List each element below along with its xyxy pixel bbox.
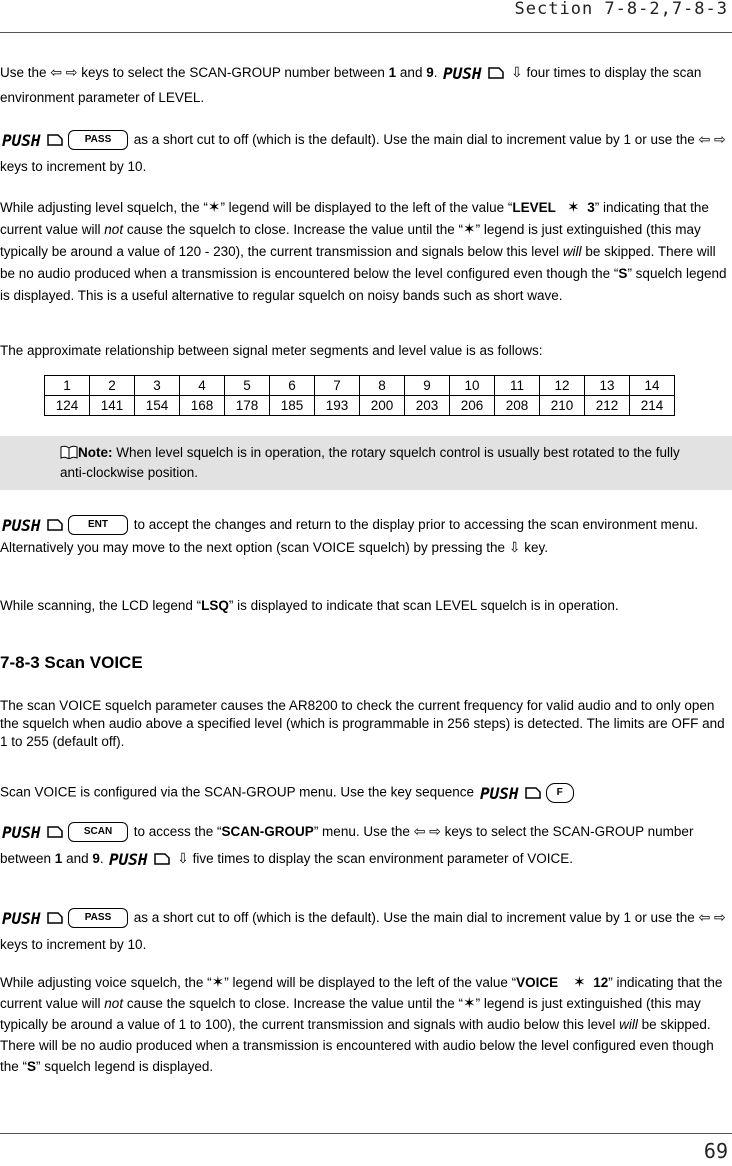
note-text: Note: When level squelch is in operation, the rotary squelch control is usually best rotated to the fully anti-clockwise position. (60, 445, 680, 480)
pass-key: PASS (68, 130, 128, 150)
push-hand-icon (0, 129, 64, 151)
note-box (0, 436, 732, 490)
segment-row (45, 376, 675, 396)
svg-text:PUSH: PUSH (2, 909, 41, 929)
value-cell: 214 (630, 396, 675, 416)
push-hand-icon (107, 848, 171, 870)
svg-text:PUSH: PUSH (109, 850, 148, 870)
value-cell: 208 (495, 396, 540, 416)
value-cell: 206 (450, 396, 495, 416)
svg-text:PUSH: PUSH (2, 131, 41, 151)
push-hand-icon (0, 514, 64, 536)
section-header: Section 7-8-2,7-8-3 (514, 0, 728, 19)
down-arrow-icon: ⇩ (511, 64, 523, 80)
down-arrow-icon: ⇩ (508, 539, 521, 556)
page-number: 69 (703, 1139, 728, 1163)
right-arrow-icon: ⇨ (714, 131, 726, 147)
value-row (45, 396, 675, 416)
star-icon: ✶ (463, 221, 476, 238)
star-icon: ✶ (573, 974, 586, 991)
segment-cell: 3 (135, 376, 180, 396)
ent-key: ENT (68, 515, 128, 535)
star-icon: ✶ (211, 974, 225, 991)
value-cell: 193 (315, 396, 360, 416)
segment-cell: 12 (540, 376, 585, 396)
f-key: F (546, 783, 574, 803)
value-cell: 124 (45, 396, 90, 416)
value-cell: 178 (225, 396, 270, 416)
paragraph-ent-accept: PUSH ENT to accept the changes and return to the display prior to accessing the scan environment menu. Alternatively you may move to the next option (scan VOICE squelch) by pressing the ⇩ key. (0, 516, 699, 556)
segment-cell: 5 (225, 376, 270, 396)
paragraph-pass-shortcut: PUSH PASS as a short cut to off (which is the default). Use the main dial to increment value by 1 or use the ⇦ ⇨ keys to increment by 10. (0, 131, 726, 174)
right-arrow-icon: ⇨ (714, 909, 726, 925)
paragraph-level-squelch: While adjusting level squelch, the “✶” legend will be displayed to the left of the value “LEVEL ✶ 3” indicating that the current value will not cause the squelch to close. Increase the value until the “✶” legend is just extinguished (this may typically be around a value of 120 - 230), the current transmission and signals below this level will be skipped. There will be no audio produced when a transmission is encountered below the level configured even though the “S” squelch legend is displayed. This is a useful alternative to regular squelch on noisy bands such as short wave. (0, 199, 727, 303)
left-arrow-icon: ⇦ (698, 131, 711, 147)
paragraph-voice-intro: The scan VOICE squelch parameter causes the AR8200 to check the current frequency for valid audio and to only open the squelch when audio above a specified level (which is programmable in 256 steps) is detected. The limits are OFF and 1 to 255 (default off). (0, 698, 725, 749)
value-cell: 210 (540, 396, 585, 416)
right-arrow-icon: ⇨ (429, 823, 441, 839)
paragraph-lsq: While scanning, the LCD legend “LSQ” is displayed to indicate that scan LEVEL squelch is in operation. (0, 598, 619, 613)
push-hand-icon (0, 821, 64, 843)
value-cell: 154 (135, 396, 180, 416)
segment-cell: 7 (315, 376, 360, 396)
down-arrow-icon: ⇩ (177, 850, 189, 866)
footer-rule (0, 1133, 732, 1134)
svg-text:PUSH: PUSH (2, 823, 41, 843)
value-cell: 212 (585, 396, 630, 416)
note-label: Note: (78, 445, 113, 460)
svg-text:PUSH: PUSH (479, 784, 519, 803)
pass-key: PASS (68, 908, 128, 928)
value-cell: 168 (180, 396, 225, 416)
value-cell: 200 (360, 396, 405, 416)
section-heading: 7-8-3 Scan VOICE (0, 653, 143, 672)
segment-cell: 1 (45, 376, 90, 396)
scan-key: SCAN (68, 822, 128, 842)
svg-text:PUSH: PUSH (443, 64, 482, 84)
book-icon (60, 445, 78, 459)
paragraph-voice-squelch: While adjusting voice squelch, the “✶” legend will be displayed to the left of the value “VOICE ✶ 12” indicating that the current value will not cause the squelch to close. Increase the value until the “✶” legend is just extinguished (this may typically be around a value of 1 to 100), the current transmission and signals with audio below this level will be skipped. There will be no audio produced when a transmission is encountered with audio below the level configured even though the “S” squelch legend is displayed. (0, 974, 723, 1074)
segment-cell: 10 (450, 376, 495, 396)
value-cell: 185 (270, 396, 315, 416)
left-arrow-icon: ⇦ (50, 64, 63, 80)
paragraph-voice-config: Scan VOICE is configured via the SCAN-GROUP menu. Use the key sequence PUSH F (0, 782, 728, 804)
value-cell: 203 (405, 396, 450, 416)
segment-cell: 4 (180, 376, 225, 396)
push-hand-icon (0, 907, 64, 929)
svg-text:PUSH: PUSH (2, 516, 41, 536)
paragraph-relationship: The approximate relationship between signal meter segments and level value is as follows: (0, 343, 543, 358)
right-arrow-icon: ⇨ (65, 64, 78, 80)
left-arrow-icon: ⇦ (413, 823, 426, 839)
segment-cell: 6 (270, 376, 315, 396)
push-hand-icon (478, 782, 542, 804)
paragraph-select-scan-group: Use the ⇦ ⇨ keys to select the SCAN-GROUP number between 1 and 9. PUSH ⇩ four times to display the scan environment parameter of LEVEL. (0, 64, 702, 105)
paragraph-scan-group-menu: PUSH SCAN to access the “SCAN-GROUP” menu. Use the ⇦ ⇨ keys to select the SCAN-GROUP number between 1 and 9. PUSH ⇩ five times to display the scan environment parameter of VOICE. (0, 823, 694, 870)
segment-cell: 13 (585, 376, 630, 396)
header-rule (0, 32, 732, 33)
star-icon: ✶ (463, 995, 476, 1012)
paragraph-pass-shortcut-voice: PUSH PASS as a short cut to off (which is the default). Use the main dial to increment value by 1 or use the ⇦ ⇨ keys to increment by 10. (0, 909, 726, 952)
star-icon: ✶ (207, 199, 221, 216)
segment-cell: 14 (630, 376, 675, 396)
segment-cell: 9 (405, 376, 450, 396)
star-icon: ✶ (567, 199, 580, 216)
segment-cell: 11 (495, 376, 540, 396)
push-hand-icon (441, 62, 505, 84)
segment-cell: 8 (360, 376, 405, 396)
value-cell: 141 (90, 396, 135, 416)
level-table (44, 375, 675, 416)
left-arrow-icon: ⇦ (698, 909, 711, 925)
segment-cell: 2 (90, 376, 135, 396)
